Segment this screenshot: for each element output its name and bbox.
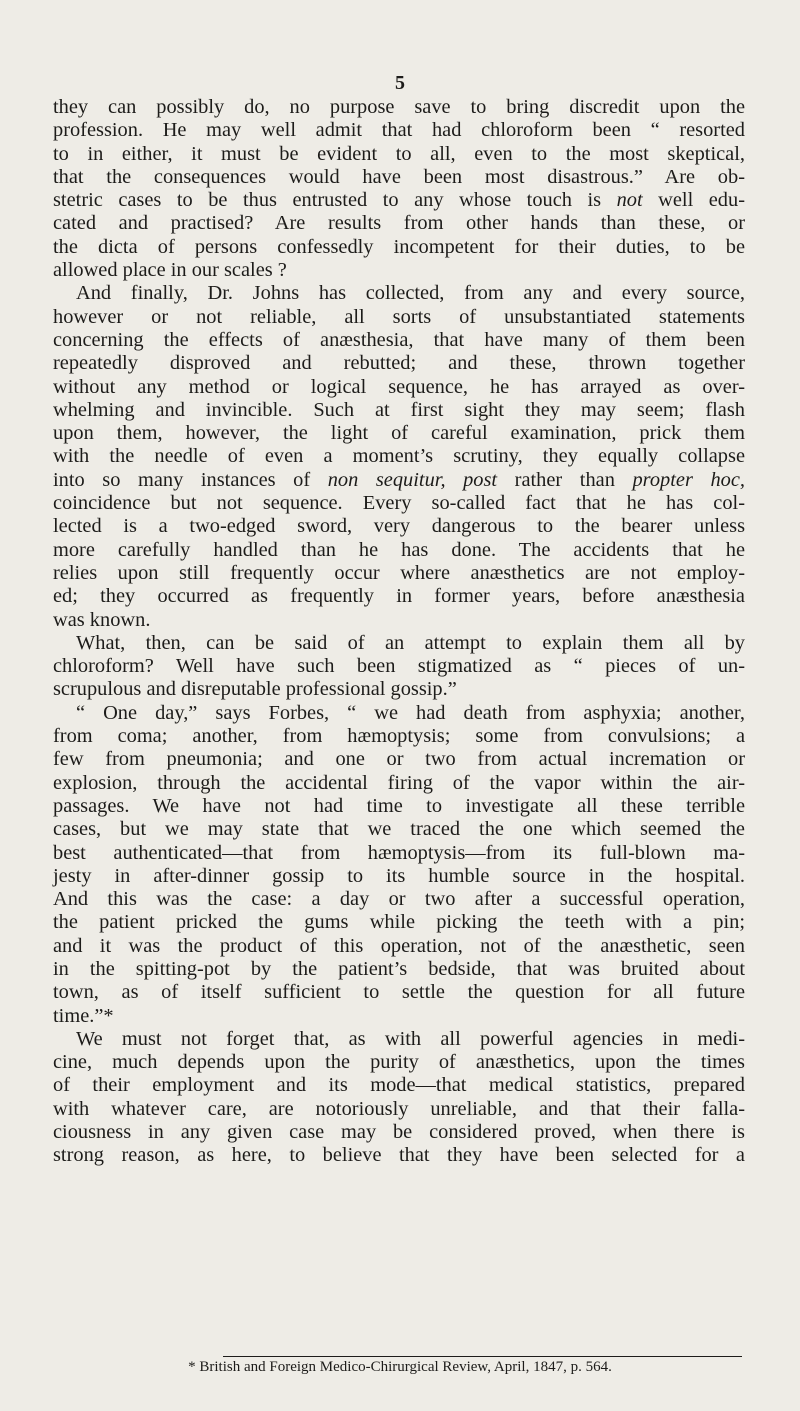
text-segment: however or not reliable, all sorts of unsubstantiated statements (53, 305, 745, 328)
text-line (53, 748, 745, 771)
text-line (53, 399, 745, 422)
text-line (53, 1051, 745, 1074)
text-line (53, 96, 745, 119)
text-line (53, 1144, 745, 1167)
text-line (53, 935, 745, 958)
text-line (53, 585, 745, 608)
text-line (53, 888, 745, 911)
text-line (53, 515, 745, 538)
text-line (53, 492, 745, 515)
text-line (53, 469, 745, 492)
text-line (53, 1121, 745, 1144)
text-line (53, 818, 745, 841)
text-line (53, 1074, 745, 1097)
text-segment: lected is a two-edged sword, very dangerous to the bearer unless (53, 515, 745, 538)
body-text (53, 96, 745, 1168)
text-segment: chloroform? Well have such been stigmatized as “ pieces of un- (53, 655, 745, 678)
text-line (53, 352, 745, 375)
text-segment: We must not forget that, as with all powerful agencies in medi- (76, 1027, 745, 1050)
text-line (53, 632, 745, 655)
text-segment: time.”* (53, 1004, 114, 1027)
text-segment: without any method or logical sequence, he has arrayed as over- (53, 375, 745, 398)
text-line (53, 1098, 745, 1121)
text-segment: into so many instances of (53, 468, 328, 491)
text-line (53, 306, 745, 329)
text-line (53, 911, 745, 934)
text-segment: concerning the effects of anæsthesia, that have many of them been (53, 328, 745, 351)
text-line (53, 376, 745, 399)
text-segment: more carefully handled than he has done. The accidents that he (53, 538, 745, 561)
text-line (53, 282, 745, 305)
text-line (53, 655, 745, 678)
text-segment: and it was the product of this operation, not of the anæsthetic, seen (53, 934, 745, 957)
text-segment: was known. (53, 608, 151, 631)
text-segment: best authenticated—that from hæmoptysis—from its full-blown ma- (53, 841, 745, 864)
text-line (53, 865, 745, 888)
text-segment: town, as of itself sufficient to settle the question for all future (53, 981, 745, 1004)
text-line (53, 143, 745, 166)
page-number: 5 (395, 72, 405, 94)
text-segment: that the consequences would have been most disastrous.” Are ob- (53, 165, 745, 188)
text-line (53, 958, 745, 981)
text-line (53, 329, 745, 352)
text-segment: the dicta of persons confessedly incompetent for their duties, to be (53, 235, 745, 258)
text-line (53, 1028, 745, 1051)
text-segment: scrupulous and disreputable professional gossip.” (53, 678, 457, 701)
text-segment: explosion, through the accidental firing of the vapor within the air- (53, 771, 745, 794)
text-segment: And finally, Dr. Johns has collected, from any and every source, (76, 282, 745, 305)
text-segment: they can possibly do, no purpose save to bring discredit upon the (53, 96, 745, 118)
text-line (53, 795, 745, 818)
text-segment: ciousness in any given case may be considered proved, when there is (53, 1121, 745, 1144)
text-line (53, 702, 745, 725)
text-segment: repeatedly disproved and rebutted; and these, thrown together (53, 352, 745, 375)
text-segment: strong reason, as here, to believe that they have been selected for a (53, 1144, 745, 1167)
text-line (53, 422, 745, 445)
text-segment: allowed place in our scales ? (53, 259, 287, 282)
text-segment: profession. He may well admit that had chloroform been “ resorted (53, 119, 745, 142)
text-line (53, 562, 745, 585)
text-segment: few from pneumonia; and one or two from actual incremation or (53, 748, 745, 771)
text-segment: rather than (497, 468, 633, 491)
text-line (53, 236, 745, 259)
text-segment: whelming and invincible. Such at first sight they may seem; flash (53, 398, 745, 421)
text-line (53, 725, 745, 748)
text-segment: the patient pricked the gums while picking the teeth with a pin; (53, 911, 745, 934)
text-segment: stetric cases to be thus entrusted to any whose touch is (53, 189, 617, 212)
text-segment: to in either, it must be evident to all, even to the most skeptical, (53, 142, 745, 165)
text-line (53, 445, 745, 468)
text-line (53, 259, 745, 282)
text-segment: well edu- (642, 189, 745, 212)
text-segment: ed; they occurred as frequently in former years, before anæsthesia (53, 585, 745, 608)
footnote: * British and Foreign Medico-Chirurgical Review, April, 1847, p. 564. (188, 1359, 612, 1375)
text-segment: “ One day,” says Forbes, “ we had death from asphyxia; another, (76, 701, 745, 724)
text-segment: from coma; another, from hæmoptysis; some from convulsions; a (53, 725, 745, 748)
text-line (53, 842, 745, 865)
text-line (53, 189, 745, 212)
text-line (53, 981, 745, 1004)
text-segment: of their employment and its mode—that medical statistics, prepared (53, 1074, 745, 1097)
text-segment: jesty in after-dinner gossip to its humble source in the hospital. (53, 864, 745, 887)
footnote-rule (223, 1356, 742, 1357)
text-line (53, 678, 745, 701)
text-line (53, 772, 745, 795)
text-segment: upon them, however, the light of careful examination, prick them (53, 422, 745, 445)
text-segment: relies upon still frequently occur where anæsthetics are not employ- (53, 561, 745, 584)
text-segment: What, then, can be said of an attempt to explain them all by (76, 631, 745, 654)
text-segment: cases, but we may state that we traced the one which seemed the (53, 818, 745, 841)
text-segment: cine, much depends upon the purity of anæsthetics, upon the times (53, 1051, 745, 1074)
text-segment: passages. We have not had time to investigate all these terrible (53, 794, 745, 817)
text-line (53, 166, 745, 189)
text-segment: with the needle of even a moment’s scrutiny, they equally collapse (53, 445, 745, 468)
text-line (53, 1005, 745, 1028)
italic-text: not (616, 189, 643, 212)
text-segment: cated and practised? Are results from other hands than these, or (53, 212, 745, 235)
italic-text: propter hoc, (632, 468, 745, 491)
italic-text: non sequitur, post (327, 468, 498, 491)
text-segment: in the spitting-pot by the patient’s bedside, that was bruited about (53, 957, 745, 980)
text-line (53, 119, 745, 142)
text-segment: with whatever care, are notoriously unreliable, and that their falla- (53, 1097, 745, 1120)
text-segment: And this was the case: a day or two after a successful operation, (53, 888, 745, 911)
text-line (53, 609, 745, 632)
text-line (53, 539, 745, 562)
text-line (53, 212, 745, 235)
text-segment: coincidence but not sequence. Every so-called fact that he has col- (53, 492, 745, 515)
